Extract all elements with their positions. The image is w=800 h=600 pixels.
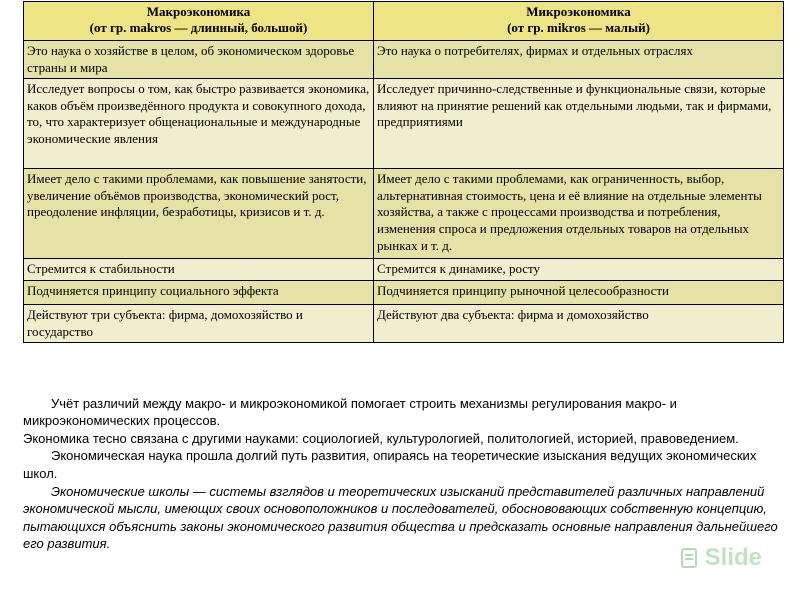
table-cell-macro: Подчиняется принципу социального эффекта bbox=[24, 281, 374, 305]
header-micro-title: Микроэкономика bbox=[526, 4, 631, 19]
table-cell-macro: Стремится к стабильности bbox=[24, 259, 374, 281]
table-header-row bbox=[24, 2, 784, 41]
table-cell-macro: Исследует вопросы о том, как быстро развивается экономика, каков объём произведённого продукта и совокупного дохода, то, что характеризует общенациональные и международные экономические явления bbox=[24, 79, 374, 169]
table-row bbox=[24, 259, 784, 281]
paragraph: Экономическая наука прошла долгий путь развития, опираясь на теоретические изыскания ведущих экономических школ. bbox=[23, 448, 757, 481]
doc-watermark-icon bbox=[679, 547, 701, 569]
definition-paragraph: Экономические школы — системы взглядов и теоретических изысканий представителей различных направлений экономической мысли, имеющих своих основоположников и последователей, обоснововающих собственную концепцию, пытающихся объяснить законы экономического развития общества и предсказать основные направления дальнейшего его развития. bbox=[23, 484, 778, 552]
body-text bbox=[23, 395, 783, 553]
table-cell-macro: Это наука о хозяйстве в целом, об экономическом здоровье страны и мира bbox=[24, 41, 374, 79]
paragraph: Учёт различий между макро- и микроэкономикой помогает строить механизмы регулирования макро- и микроэкономических процессов. bbox=[23, 396, 677, 429]
table-row bbox=[24, 79, 784, 169]
header-macro-title: Макроэкономика bbox=[146, 4, 251, 19]
table-cell-micro: Исследует причинно-следственные и функциональные связи, которые влияют на принятие решений как отдельными людьми, так и фирмами, предприятиями bbox=[374, 79, 784, 169]
table-row bbox=[24, 281, 784, 305]
table-cell-micro: Имеет дело с такими проблемами, как ограниченность, выбор, альтернативная стоимость, цена и её влияние на отдельные элементы хозяйства, а также с процессами производства и потребления, изменения спроса и предложения отдельных товаров на отдельных рынках и т. д. bbox=[374, 169, 784, 259]
table-row bbox=[24, 41, 784, 79]
header-micro-subtitle: (от гр. mikros — малый) bbox=[507, 20, 650, 35]
header-macro bbox=[24, 2, 374, 41]
table-row bbox=[24, 169, 784, 259]
table-cell-micro: Действуют два субъекта: фирма и домохозяйство bbox=[374, 305, 784, 343]
comparison-table bbox=[23, 1, 784, 343]
table-cell-micro: Стремится к динамике, росту bbox=[374, 259, 784, 281]
watermark-text: Slide bbox=[704, 544, 762, 571]
table-cell-macro: Имеет дело с такими проблемами, как повышение занятости, увеличение объёмов производства, экономический рост, преодоление инфляции, безработицы, кризисов и т. д. bbox=[24, 169, 374, 259]
table-row bbox=[24, 305, 784, 343]
header-macro-subtitle: (от гр. makros — длинный, большой) bbox=[89, 20, 308, 35]
paragraph: Экономика тесно связана с другими науками: социологией, культурологией, политологией, историей, правоведением. bbox=[23, 430, 739, 446]
watermark bbox=[679, 544, 762, 572]
table-cell-micro: Подчиняется принципу рыночной целесообразности bbox=[374, 281, 784, 305]
table-cell-macro: Действуют три субъекта: фирма, домохозяйство и государство bbox=[24, 305, 374, 343]
header-micro bbox=[374, 2, 784, 41]
table-cell-micro: Это наука о потребителях, фирмах и отдельных отраслях bbox=[374, 41, 784, 79]
